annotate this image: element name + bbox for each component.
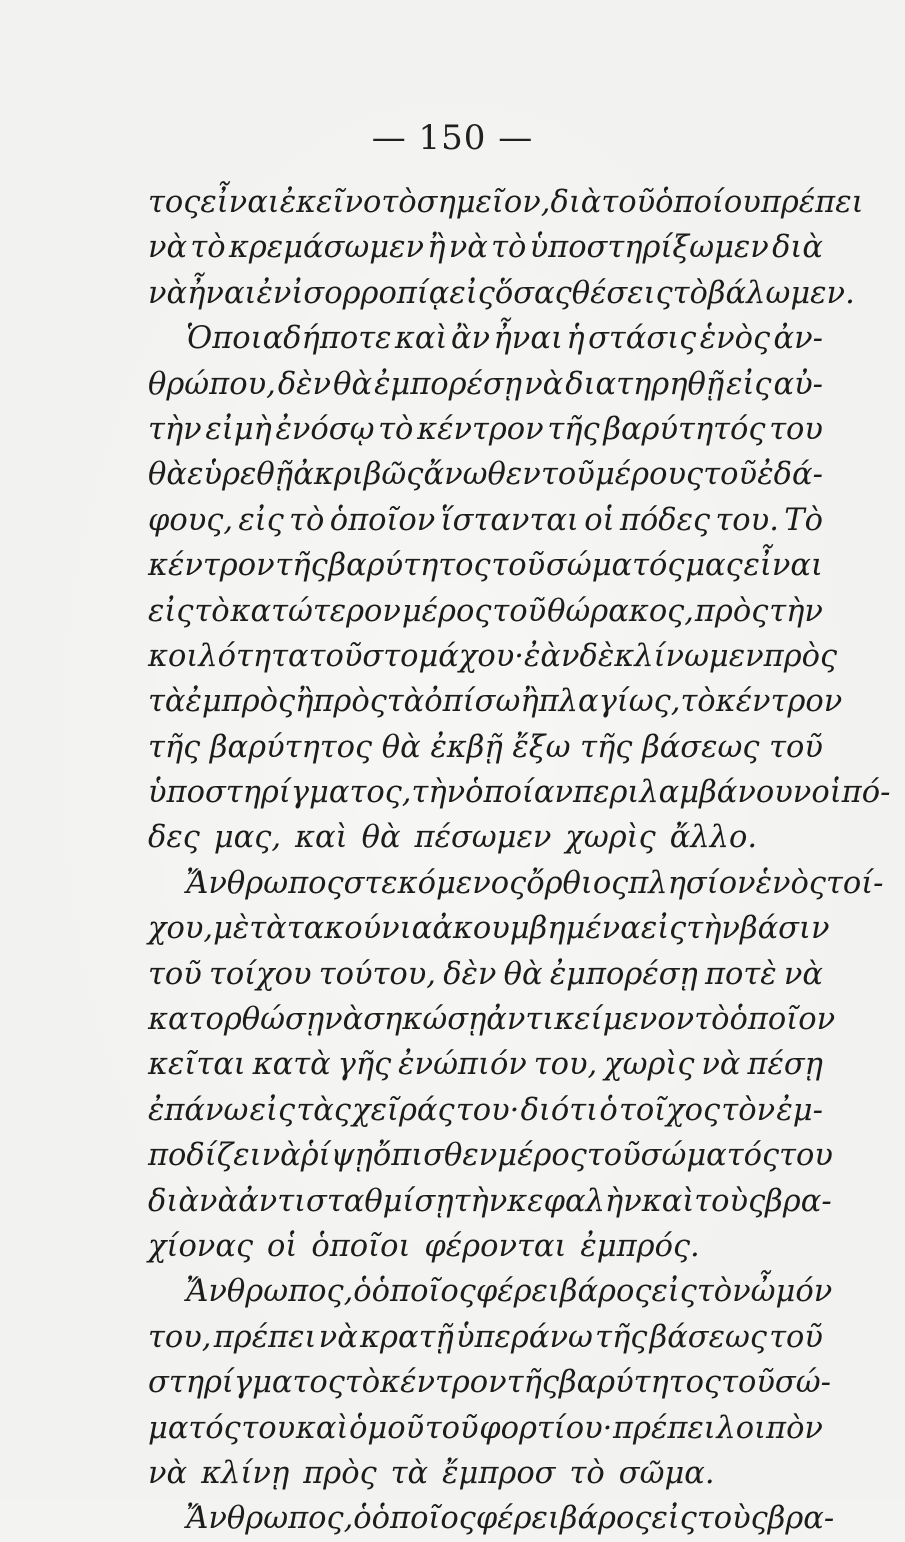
text-line: νὰ τὸ κρεμάσωμεν ἢ νὰ τὸ ὑποστηρίξωμεν διὰ: [148, 230, 823, 266]
text-line: εἰς τὸ κατώτερον μέρος τοῦ θώρακος, πρὸς τὴν: [148, 593, 823, 629]
text-line: Ὁποιαδήποτε καὶ ἂν ἦναι ἡ στάσις ἑνὸς ἀν-: [186, 321, 823, 357]
text-line: Ἄνθρωπος, ὁ ὁποῖος φέρει βάρος εἰς τοὺς βρα-: [186, 1501, 835, 1537]
text-line: του, πρέπει νὰ κρατῇ ὑπεράνω τῆς βάσεως τοῦ: [148, 1319, 823, 1355]
text-line: νὰ ἦναι ἐν ἰσορροπίᾳ εἰς ὅσας θέσεις τὸ βάλωμεν.: [148, 275, 855, 311]
text-line: νὰ κλίνῃ πρὸς τὰ ἔμπροσ τὸ σῶμα.: [148, 1455, 715, 1491]
body-text: [148, 180, 891, 1542]
text-line: τῆς βαρύτητος θὰ ἐκβῇ ἔξω τῆς βάσεως τοῦ: [148, 729, 823, 765]
text-line: θὰ εὑρεθῇ ἀκριβῶς ἄνωθεν τοῦ μέρους τοῦ ἐδά-: [148, 457, 823, 493]
text-line: τος εἶναι ἐκεῖνο τὸ σημεῖον, διὰ τοῦ ὁποίου πρέπει: [148, 185, 864, 220]
text-line: θρώπου, δὲν θὰ ἐμπορέσῃ νὰ διατηρηθῇ εἰς αὐ-: [148, 366, 823, 402]
text-line: διὰ νὰ ἀντισταθμίσῃ τὴν κεφαλὴν καὶ τοὺς βρα-: [148, 1183, 832, 1219]
text-line: κεῖται κατὰ γῆς ἐνώπιόν του, χωρὶς νὰ πέσῃ: [148, 1047, 823, 1083]
text-line: τὴν εἰμὴ ἐνόσῳ τὸ κέντρον τῆς βαρύτητός του: [148, 411, 823, 447]
text-line: κατορθώσῃ νὰ σηκώσῃ ἀντικείμενον τὸ ὁποῖον: [148, 1002, 836, 1038]
text-line: Ἄνθρωπος στεκόμενος ὄρθιος πλησίον ἑνὸς τοί-: [186, 865, 884, 901]
text-line: ἐπάνω εἰς τὰς χεῖράς του· διότι ὁ τοῖχος τὸν ἐμ-: [148, 1092, 823, 1128]
text-line: τὰ ἐμπρὸς ἢ πρὸς τὰ ὀπίσω ἢ πλαγίως, τὸ κέντρον: [148, 684, 843, 720]
text-line: ματός του καὶ ὁμοῦ τοῦ φορτίου· πρέπει λοιπὸν: [148, 1410, 823, 1446]
text-line: χου, μὲ τὰ τακούνια ἀκουμβημένα εἰς τὴν βάσιν: [148, 911, 830, 947]
text-line: δες μας, καὶ θὰ πέσωμεν χωρὶς ἄλλο.: [148, 820, 758, 856]
text-line: χίονας οἱ ὁποῖοι φέρονται ἐμπρός.: [148, 1228, 700, 1264]
text-line: στηρίγματος τὸ κέντρον τῆς βαρύτητος τοῦ σώ-: [148, 1365, 831, 1401]
text-line: κοιλότητα τοῦ στομάχου· ἐὰν δὲ κλίνωμεν πρὸς: [148, 638, 838, 674]
page-number: — 150 —: [371, 118, 534, 158]
text-line: τοῦ τοίχου τούτου, δὲν θὰ ἐμπορέσῃ ποτὲ νὰ: [148, 956, 823, 992]
text-line: φους, εἰς τὸ ὁποῖον ἵστανται οἱ πόδες του. Τὸ: [148, 502, 823, 538]
text-line: Ἄνθρωπος, ὁ ὁποῖος φέρει βάρος εἰς τὸν ὦμόν: [186, 1274, 833, 1310]
text-line: ὑποστηρίγματος, τὴν ὁποίαν περιλαμβάνουν οἱ πό-: [148, 775, 891, 811]
text-line: κέντρον τῆς βαρύτητος τοῦ σώματός μας εἶναι: [148, 548, 823, 584]
text-line: ποδίζει νὰ ῥίψῃ ὄπισθεν μέρος τοῦ σώματός του: [148, 1138, 833, 1174]
